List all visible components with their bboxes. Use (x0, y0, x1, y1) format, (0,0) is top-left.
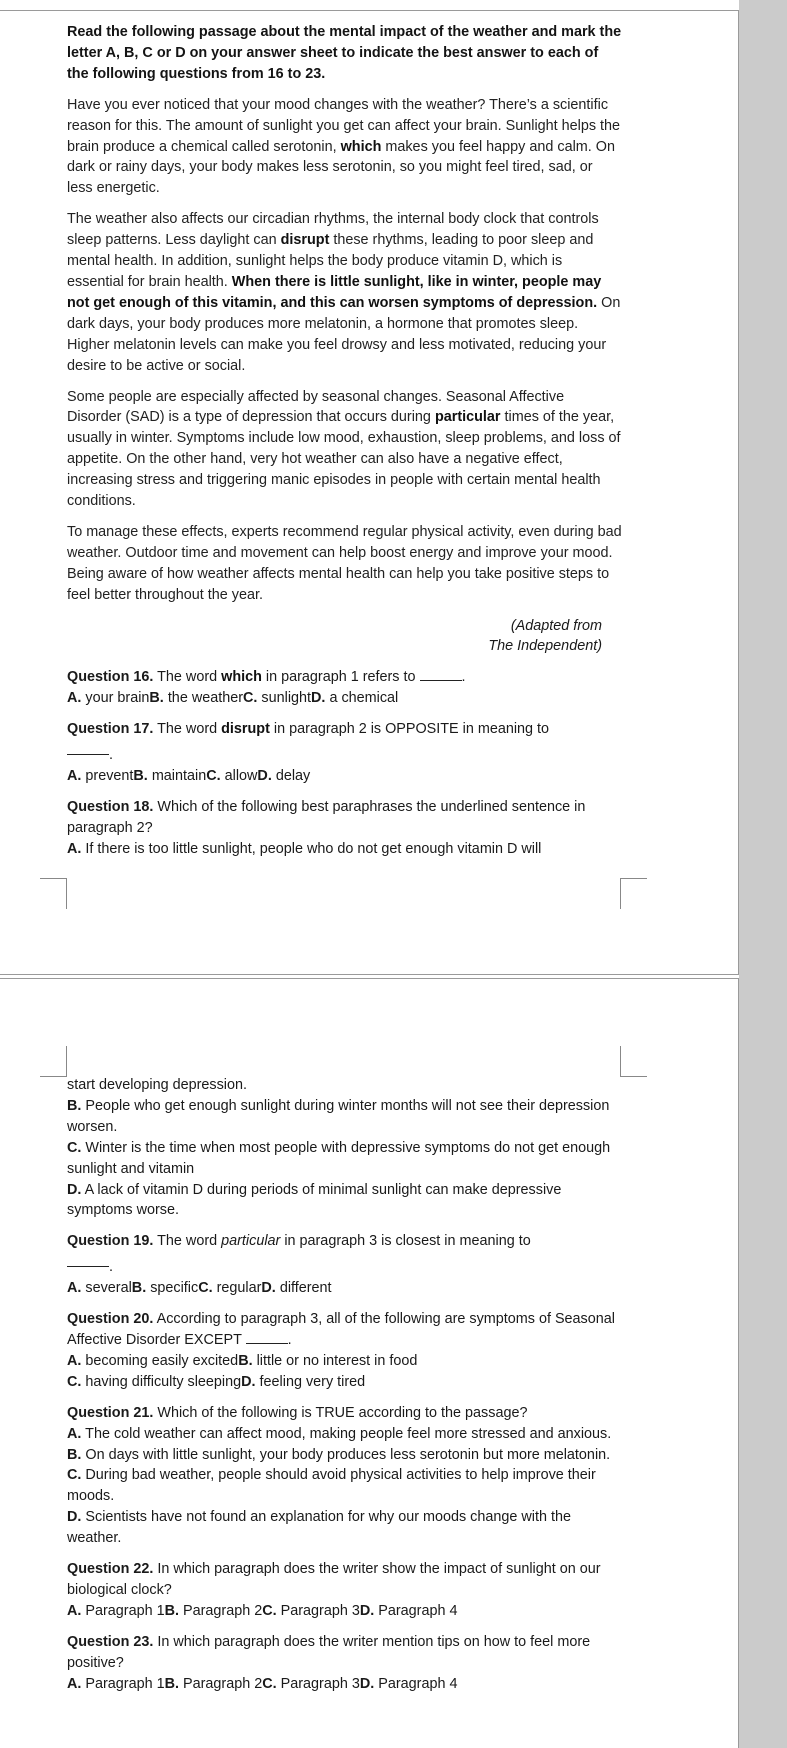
question-text: in paragraph 1 refers to (265, 669, 416, 686)
option-text: The cold weather can affect mood, making people feel more stressed and anxious. (85, 1425, 612, 1442)
option-letter: C. (262, 1675, 277, 1692)
options-23 (67, 1674, 622, 1695)
punct: . (109, 747, 113, 764)
text: The weather also affects our circadian rhythms, the internal body clock that controls sleep patterns. Less daylight can (67, 211, 599, 249)
option-letter: C. (262, 1602, 277, 1619)
question-text: The word (157, 721, 218, 738)
option-letter: B. (67, 1097, 82, 1114)
passage-paragraph-4: To manage these effects, experts recommend regular physical activity, even during bad weather. Outdoor time and movement can help boost energy and improve your mood. Being aware of how weather affects mental health can help you take positive steps to feel better throughout the year. (67, 523, 622, 603)
highlighted-word: particular (221, 1233, 281, 1250)
option-letter: C. (198, 1280, 213, 1297)
question-21 (67, 1403, 622, 1424)
question-label: Question 22. (67, 1561, 154, 1578)
option-text: If there is too little sunlight, people who do not get enough vitamin D will (85, 840, 542, 857)
question-text: In which paragraph does the writer show the impact of sunlight on our biological clock? (67, 1561, 601, 1598)
options-16 (67, 688, 622, 709)
question-label: Question 20. (67, 1311, 154, 1328)
option-letter: A. (67, 690, 82, 707)
option-letter: D. (241, 1373, 256, 1390)
option-text: prevent (85, 768, 134, 784)
question-text: in paragraph 2 is OPPOSITE in meaning to (273, 721, 550, 738)
option-letter: C. (243, 690, 258, 707)
crop-mark (620, 1046, 647, 1077)
question-label: Question 18. (67, 798, 154, 815)
text: Some people are especially affected by seasonal changes. Seasonal Affective Disorder (SAD) is a type of depression that occurs during (67, 388, 565, 426)
option-letter: A. (67, 1280, 82, 1297)
option-18-a-part2: start developing depression. (67, 1077, 247, 1093)
option-text: Winter is the time when most people with depressive symptoms do not get enough sunlight and vitamin (67, 1139, 611, 1177)
option-letter: D. (359, 1602, 375, 1619)
option-text: On days with little sunlight, your body produces less serotonin but more melatonin. (85, 1446, 611, 1463)
option-18-a-part1 (67, 839, 622, 860)
text: these rhythms, leading to poor sleep and mental health. In addition, sunlight helps the body produce vitamin D, which is essential for brain health. (67, 232, 594, 290)
option-text: During bad weather, people should avoid physical activities to help improve their moods. (67, 1467, 596, 1505)
option-text: Paragraph 3 (280, 1675, 360, 1692)
highlighted-word: which (340, 138, 382, 155)
option-text: specific (150, 1280, 199, 1297)
option-text: feeling very tired (259, 1373, 366, 1390)
page-1-content (67, 22, 622, 860)
punct: . (109, 1259, 113, 1276)
option-text: Paragraph 2 (183, 1602, 263, 1619)
question-16 (67, 667, 622, 688)
option-text: several (85, 1280, 132, 1297)
option-text: People who get enough sunlight during winter months will not see their depression worsen. (67, 1097, 610, 1135)
highlighted-word: disrupt (221, 721, 270, 738)
option-text: Paragraph 3 (280, 1602, 360, 1619)
passage-paragraph-1 (67, 95, 622, 200)
option-text: Paragraph 1 (85, 1675, 165, 1692)
instructions: Read the following passage about the mental impact of the weather and mark the letter A, B, C or D on your answer sheet to indicate the best answer to each of the following questions from 16 to 23. (67, 24, 622, 82)
text: times of the year, usually in winter. Symptoms include low mood, exhaustion, sleep problems, and loss of appetite. On the other hand, very hot weather can also have a negative effect, increasing stress and triggering manic episodes in people with certain mental health conditions. (67, 409, 621, 510)
option-letter: C. (67, 1373, 82, 1390)
option-letter: A. (67, 840, 82, 857)
passage-paragraph-2 (67, 209, 622, 376)
options-20-ab (67, 1351, 622, 1372)
highlighted-word: which (221, 669, 262, 686)
option-letter: B. (131, 1280, 147, 1297)
option-text: allow (224, 768, 258, 784)
question-text: In which paragraph does the writer mention tips on how to feel more positive? (67, 1633, 591, 1671)
question-22 (67, 1559, 622, 1601)
options-20-cd (67, 1372, 622, 1393)
option-text: Paragraph 1 (85, 1602, 165, 1619)
option-letter: D. (67, 1509, 82, 1526)
option-letter: D. (311, 690, 326, 707)
highlighted-sentence: When there is little sunlight, like in winter, people may not get enough of this vitamin, and this can worsen symptoms of depression. (67, 273, 602, 311)
option-text: Paragraph 4 (378, 1602, 458, 1619)
question-text: The word (157, 669, 218, 686)
option-letter: D. (257, 768, 272, 784)
question-text: in paragraph 3 is closest in meaning to (284, 1233, 531, 1250)
answer-blank (67, 740, 109, 755)
punct: . (287, 1331, 292, 1348)
question-text: Which of the following best paraphrases the underlined sentence in paragraph 2? (67, 798, 586, 836)
option-letter: A. (67, 1602, 82, 1619)
text: makes you feel happy and calm. On dark or rainy days, your body makes less serotonin, so you might feel tired, sad, or less energetic. (67, 138, 615, 197)
question-text: The word (157, 1233, 218, 1250)
option-letter: B. (67, 1446, 82, 1463)
answer-blank (420, 668, 462, 681)
option-text: Scientists have not found an explanation for why our moods change with the weather. (67, 1509, 571, 1547)
option-letter: D. (359, 1675, 375, 1692)
option-letter: B. (149, 690, 164, 707)
question-label: Question 21. (67, 1404, 154, 1421)
option-text: Paragraph 4 (378, 1675, 458, 1692)
question-text: According to paragraph 3, all of the following are symptoms of Seasonal Affective Disorder EXCEPT (67, 1311, 615, 1348)
question-20 (67, 1309, 622, 1351)
question-label: Question 23. (67, 1633, 154, 1650)
crop-mark (40, 1046, 67, 1077)
option-21-c (67, 1465, 622, 1507)
source-citation (67, 616, 622, 658)
options-17 (67, 766, 622, 787)
option-text: delay (275, 768, 311, 784)
crop-mark (620, 878, 647, 909)
question-label: Question 17. (67, 721, 154, 738)
option-letter: A. (67, 1352, 82, 1369)
source-line: (Adapted from (510, 617, 602, 634)
question-label: Question 19. (67, 1233, 154, 1250)
option-18-d (67, 1180, 622, 1222)
option-letter: D. (261, 1280, 276, 1297)
options-19 (67, 1278, 622, 1299)
option-letter: A. (67, 1675, 82, 1692)
answer-blank (67, 1252, 109, 1267)
option-letter: A. (67, 1425, 82, 1442)
option-text: A lack of vitamin D during periods of minimal sunlight can make depressive symptoms worse. (67, 1181, 562, 1219)
option-letter: C. (67, 1139, 82, 1156)
highlighted-word: disrupt (280, 232, 330, 249)
option-letter: B. (238, 1352, 253, 1369)
option-21-d (67, 1507, 622, 1549)
options-22 (67, 1601, 622, 1622)
option-letter: C. (206, 768, 221, 784)
option-letter: C. (67, 1467, 82, 1484)
question-text: Which of the following is TRUE according to the passage? (157, 1404, 528, 1421)
passage-paragraph-3 (67, 387, 622, 512)
option-text: the weather (167, 690, 244, 707)
question-23 (67, 1632, 622, 1674)
option-letter: D. (67, 1181, 82, 1198)
highlighted-word: particular (434, 409, 501, 426)
question-18 (67, 797, 622, 839)
option-text: having difficulty sleeping (85, 1373, 242, 1390)
text: Have you ever noticed that your mood changes with the weather? There’s a scientific reason for this. The amount of sunlight you get can affect your brain. Sunlight helps the brain produce a chemical called serotonin, (67, 96, 621, 155)
option-text: your brain (85, 690, 150, 707)
option-letter: B. (164, 1602, 180, 1619)
question-label: Question 16. (67, 669, 154, 686)
option-text: Paragraph 2 (183, 1675, 263, 1692)
option-text: sunlight (261, 690, 312, 707)
option-letter: A. (67, 768, 82, 784)
source-line: The Independent) (488, 638, 602, 655)
option-text: little or no interest in food (256, 1352, 418, 1369)
option-18-c (67, 1138, 622, 1180)
option-text: maintain (151, 768, 207, 784)
option-text: a chemical (329, 690, 399, 707)
option-text: regular (216, 1280, 262, 1297)
option-21-b (67, 1445, 622, 1466)
option-letter: B. (133, 768, 148, 784)
option-text: becoming easily excited (85, 1352, 239, 1369)
option-letter: B. (164, 1675, 180, 1692)
option-text: different (279, 1280, 332, 1297)
punct: . (461, 669, 466, 686)
text: On dark days, your body produces more melatonin, a hormone that promotes sleep. Higher melatonin levels can make you feel drowsy and less motivated, reducing your desire to be active or social. (67, 294, 621, 374)
answer-blank (246, 1331, 288, 1344)
page-2-content (67, 1075, 622, 1694)
option-18-b (67, 1096, 622, 1138)
option-21-a (67, 1424, 622, 1445)
viewer-scrollbar-area[interactable] (739, 0, 787, 1748)
crop-mark (40, 878, 67, 909)
